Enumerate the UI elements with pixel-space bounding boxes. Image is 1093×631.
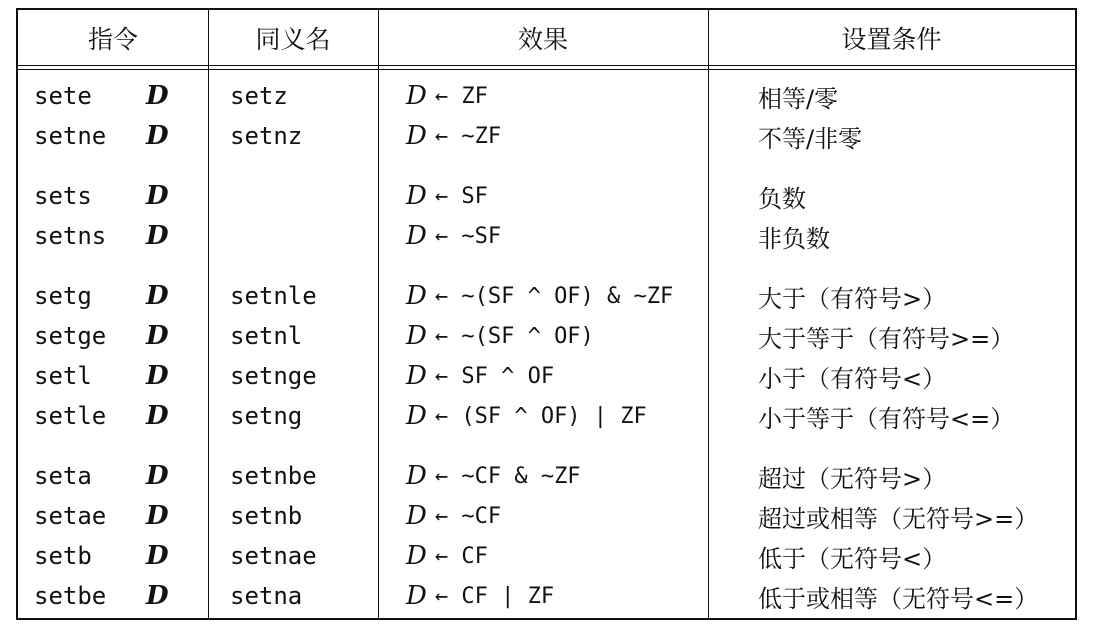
table-row [18, 396, 1075, 436]
condition-text: 超过（无符号>） [758, 464, 947, 493]
table-row [18, 76, 1075, 116]
instruction-operand: D [146, 541, 169, 571]
effect-destination: D [406, 541, 427, 571]
instruction-operand: D [146, 181, 169, 211]
table-row [18, 276, 1075, 316]
header-synonym: 同义名 [255, 24, 331, 54]
effect-destination: D [406, 401, 427, 431]
effect-destination: D [406, 121, 427, 151]
effect-expression [406, 396, 647, 436]
table-row [18, 576, 1075, 616]
effect-formula: ← ZF [434, 83, 488, 109]
instruction-operand: D [146, 361, 169, 391]
instruction-name: setb [34, 542, 92, 570]
header-divider [18, 65, 1075, 66]
condition-text: 低于（无符号<） [758, 544, 947, 573]
effect-destination: D [406, 581, 427, 611]
condition-text: 负数 [758, 184, 806, 213]
effect-formula: ← ~ZF [434, 123, 502, 149]
effect-expression [406, 536, 488, 576]
instruction-name: setns [34, 222, 107, 250]
instruction-name: setle [34, 402, 107, 430]
effect-formula: ← ~(SF ^ OF) [434, 323, 594, 349]
effect-expression [406, 176, 488, 216]
synonym-name: setnbe [230, 462, 317, 490]
effect-expression [406, 356, 554, 396]
synonym-name: setnle [230, 282, 317, 310]
effect-expression [406, 216, 501, 256]
instruction-operand: D [146, 321, 169, 351]
effect-destination: D [406, 321, 427, 351]
synonym-name: setna [230, 582, 303, 610]
effect-expression [406, 276, 673, 316]
table-row [18, 116, 1075, 156]
table-row [18, 536, 1075, 576]
instruction-operand: D [146, 461, 169, 491]
effect-destination: D [406, 361, 427, 391]
instruction-name: setl [34, 362, 92, 390]
instruction-name: sets [34, 182, 92, 210]
effect-destination: D [406, 221, 427, 251]
synonym-name: setz [230, 82, 288, 110]
condition-text: 大于（有符号>） [758, 284, 947, 313]
effect-expression [406, 576, 554, 616]
effect-expression [406, 116, 501, 156]
header-condition: 设置条件 [841, 24, 942, 54]
synonym-name: setnz [230, 122, 303, 150]
header-divider [18, 69, 1075, 70]
instruction-operand: D [146, 81, 169, 111]
synonym-name: setng [230, 402, 303, 430]
table-row [18, 356, 1075, 396]
effect-formula: ← SF ^ OF [434, 363, 555, 389]
effect-formula: ← SF [434, 183, 488, 209]
table-row [18, 496, 1075, 536]
effect-formula: ← ~(SF ^ OF) & ~ZF [434, 283, 674, 309]
synonym-name: setnl [230, 322, 303, 350]
effect-formula: ← ~CF [434, 503, 502, 529]
effect-destination: D [406, 501, 427, 531]
synonym-name: setnb [230, 502, 303, 530]
effect-formula: ← (SF ^ OF) | ZF [434, 403, 647, 429]
condition-text: 相等/零 [758, 84, 839, 113]
table-row [18, 456, 1075, 496]
header-instruction: 指令 [87, 24, 138, 54]
condition-text: 小于（有符号<） [758, 364, 947, 393]
effect-destination: D [406, 281, 427, 311]
table-row [18, 316, 1075, 356]
effect-destination: D [406, 461, 427, 491]
instruction-operand: D [146, 501, 169, 531]
instruction-name: setg [34, 282, 92, 310]
header-effect: 效果 [517, 24, 568, 54]
instruction-operand: D [146, 581, 169, 611]
instruction-name: sete [34, 82, 92, 110]
instruction-operand: D [146, 121, 169, 151]
instruction-name: setge [34, 322, 107, 350]
instruction-name: setne [34, 122, 107, 150]
synonym-name: setnge [230, 362, 317, 390]
effect-expression [406, 496, 501, 536]
effect-expression [406, 316, 594, 356]
table-row [18, 176, 1075, 216]
effect-destination: D [406, 81, 427, 111]
condition-text: 超过或相等（无符号>=） [758, 504, 1039, 533]
instruction-operand: D [146, 401, 169, 431]
effect-formula: ← CF [434, 543, 488, 569]
condition-text: 非负数 [758, 224, 830, 253]
synonym-name: setnae [230, 542, 317, 570]
effect-expression [406, 456, 581, 496]
condition-text: 不等/非零 [758, 124, 863, 153]
effect-formula: ← ~CF & ~ZF [434, 463, 581, 489]
effect-formula: ← ~SF [434, 223, 502, 249]
instruction-operand: D [146, 221, 169, 251]
table-row [18, 216, 1075, 256]
instruction-name: setbe [34, 582, 107, 610]
effect-expression [406, 76, 488, 116]
condition-text: 低于或相等（无符号<=） [758, 584, 1039, 613]
condition-text: 小于等于（有符号<=） [758, 404, 1015, 433]
set-instructions-table [16, 8, 1077, 620]
effect-formula: ← CF | ZF [434, 583, 555, 609]
condition-text: 大于等于（有符号>=） [758, 324, 1015, 353]
instruction-name: setae [34, 502, 107, 530]
instruction-operand: D [146, 281, 169, 311]
effect-destination: D [406, 181, 427, 211]
instruction-name: seta [34, 462, 92, 490]
